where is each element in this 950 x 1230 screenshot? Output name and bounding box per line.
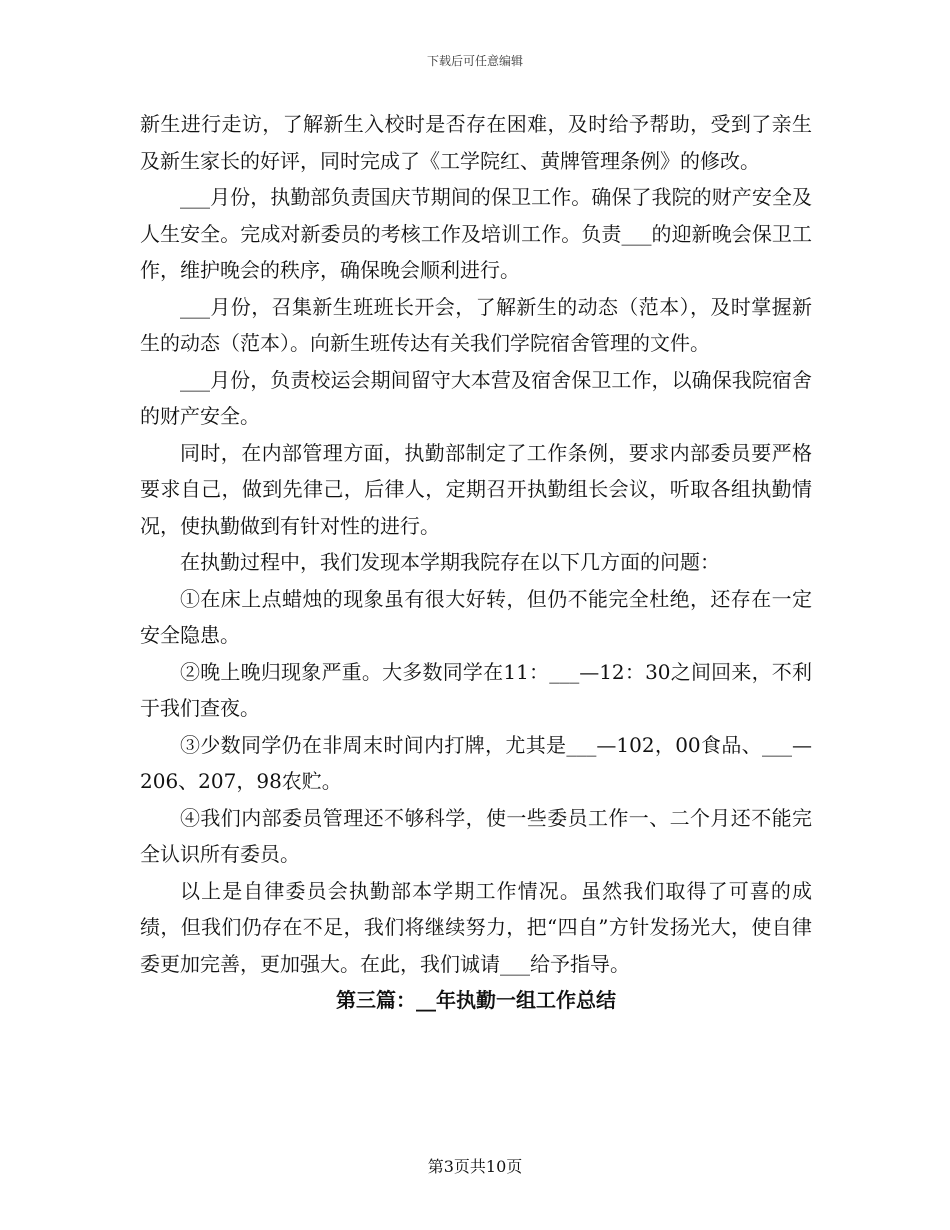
paragraph-3: ___月份，召集新生班班长开会，了解新生的动态（范本），及时掌握新生的动态（范本）。向新生班传达有关我们学院宿舍管理的文件。: [140, 294, 812, 355]
paragraph-2: ___月份，执勤部负责国庆节期间的保卫工作。确保了我院的财产安全及人生安全。完成对新委员的考核工作及培训工作。负责___的迎新晚会保卫工作，维护晚会的秩序，确保晚会顺利进行。: [140, 185, 812, 282]
list-item-2: ②晚上晚归现象严重。大多数同学在11：___—12：30之间回来，不利于我们查夜。: [140, 659, 812, 720]
list-item-3: ③少数同学仍在非周末时间内打牌，尤其是___—102，00食品、___—206、207，98农贮。: [140, 732, 812, 793]
list-item-4: ④我们内部委员管理还不够科学，使一些委员工作一、二个月还不能完全认识所有委员。: [140, 805, 812, 866]
document-body: [140, 106, 812, 1019]
section-title: 第三篇：__年执勤一组工作总结: [336, 988, 616, 1012]
paragraph-4: ___月份，负责校运会期间留守大本营及宿舍保卫工作，以确保我院宿舍的财产安全。: [140, 367, 812, 428]
paragraph-5: 同时，在内部管理方面，执勤部制定了工作条例，要求内部委员要严格要求自己，做到先律己，后律人，定期召开执勤组长会议，听取各组执勤情况，使执勤做到有针对性的进行。: [140, 440, 812, 538]
paragraph-1: 新生进行走访，了解新生入校时是否存在困难，及时给予帮助，受到了亲生及新生家长的好评，同时完成了《工学院红、黄牌管理条例》的修改。: [140, 112, 812, 173]
page-footer: 第3页共10页: [427, 1157, 523, 1176]
page-header: 下载后可任意编辑: [426, 54, 523, 68]
paragraph-6: 在执勤过程中，我们发现本学期我院存在以下几方面的问题：: [180, 550, 720, 574]
paragraph-conclusion: 以上是自律委员会执勤部本学期工作情况。虽然我们取得了可喜的成绩，但我们仍存在不足，我们将继续努力，把“四自”方针发扬光大，使自律委更加完善，更加强大。在此，我们诚请___给予指导。: [140, 878, 812, 976]
list-item-1: ①在床上点蜡烛的现象虽有很大好转，但仍不能完全杜绝，还存在一定安全隐患。: [140, 586, 812, 647]
